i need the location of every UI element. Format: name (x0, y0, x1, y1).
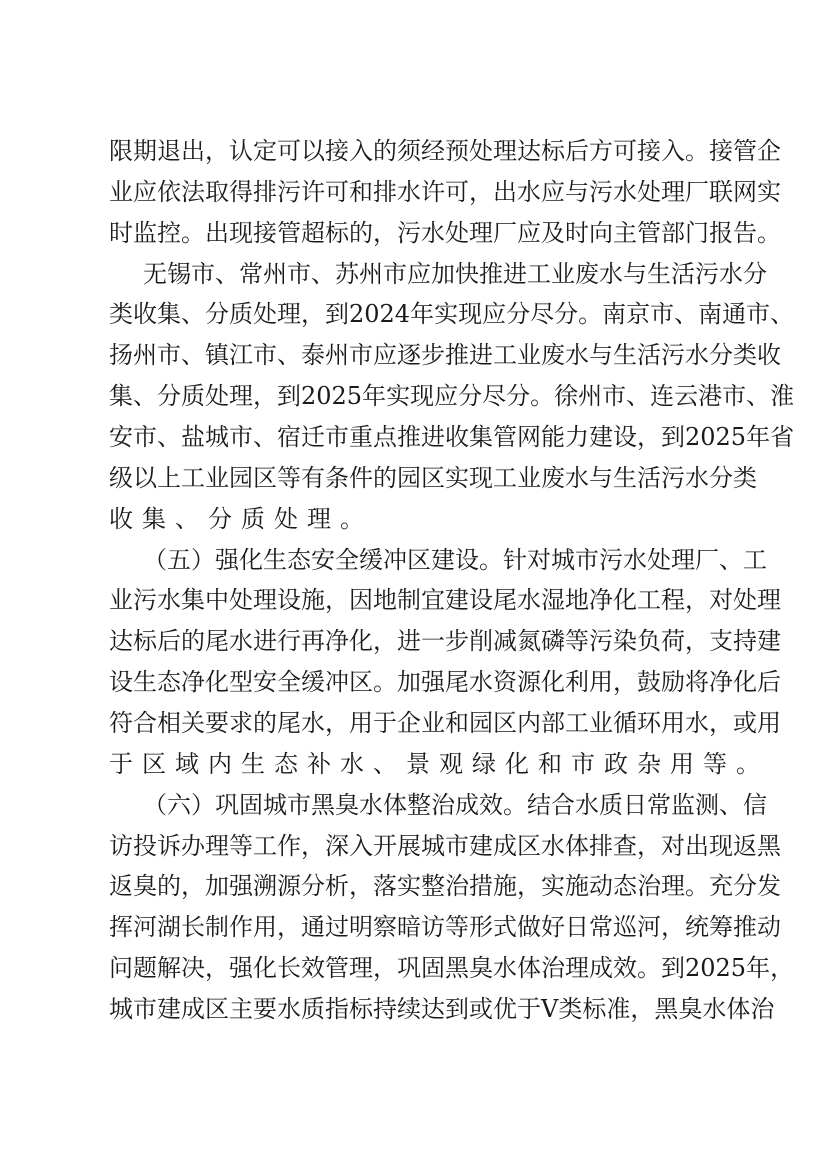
text-line: 集、分质处理，到2025年实现应分尽分。徐州市、连云港市、淮 (109, 382, 795, 411)
text-line: 设生态净化型安全缓冲区。加强尾水资源化利用，鼓励将净化后 (109, 668, 781, 697)
text-line: 访投诉办理等工作，深入开展城市建成区水体排查，对出现返黑 (109, 831, 781, 860)
text-line: 业污水集中处理设施，因地制宜建设尾水湿地净化工程，对处理 (109, 586, 781, 615)
text-line: 时监控。出现接管超标的，污水处理厂应及时向主管部门报告。 (109, 218, 781, 247)
paragraph (109, 540, 781, 785)
document-page (109, 131, 795, 1030)
paragraph (109, 131, 781, 254)
text-line: （六）巩固城市黑臭水体整治成效。结合水质日常监测、信 (143, 790, 767, 819)
text-line: 扬州市、镇江市、泰州市应逐步推进工业废水与生活污水分类收 (109, 341, 781, 370)
text-line: 挥河湖长制作用，通过明察暗访等形式做好日常巡河，统筹推动 (109, 913, 781, 942)
text-line: 收集、分质处理。 (109, 504, 373, 533)
text-line: 业应依法取得排污许可和排水许可，出水应与污水处理厂联网实 (109, 177, 781, 206)
text-line: 安市、盐城市、宿迁市重点推进收集管网能力建设，到2025年省 (109, 423, 795, 452)
text-line: 达标后的尾水进行再净化，进一步削减氮磷等污染负荷，支持建 (109, 627, 781, 656)
paragraph (109, 785, 795, 1030)
text-line: 问题解决，强化长效管理，巩固黑臭水体治理成效。到2025年， (109, 954, 795, 983)
text-line: 无锡市、常州市、苏州市应加快推进工业废水与生活污水分 (143, 259, 767, 288)
text-line: 类收集、分质处理，到2024年实现应分尽分。南京市、南通市、 (109, 300, 795, 329)
paragraph (109, 254, 795, 540)
text-line: （五）强化生态安全缓冲区建设。针对城市污水处理厂、工 (143, 545, 767, 574)
text-line: 级以上工业园区等有条件的园区实现工业废水与生活污水分类 (109, 463, 757, 492)
text-line: 城市建成区主要水质指标持续达到或优于Ⅴ类标准，黑臭水体治 (109, 995, 775, 1024)
text-line: 返臭的，加强溯源分析，落实整治措施，实施动态治理。充分发 (109, 872, 781, 901)
text-line: 符合相关要求的尾水，用于企业和园区内部工业循环用水，或用 (109, 709, 781, 738)
text-line: 于区域内生态补水、景观绿化和市政杂用等。 (109, 749, 769, 778)
text-line: 限期退出，认定可以接入的须经预处理达标后方可接入。接管企 (109, 137, 781, 165)
